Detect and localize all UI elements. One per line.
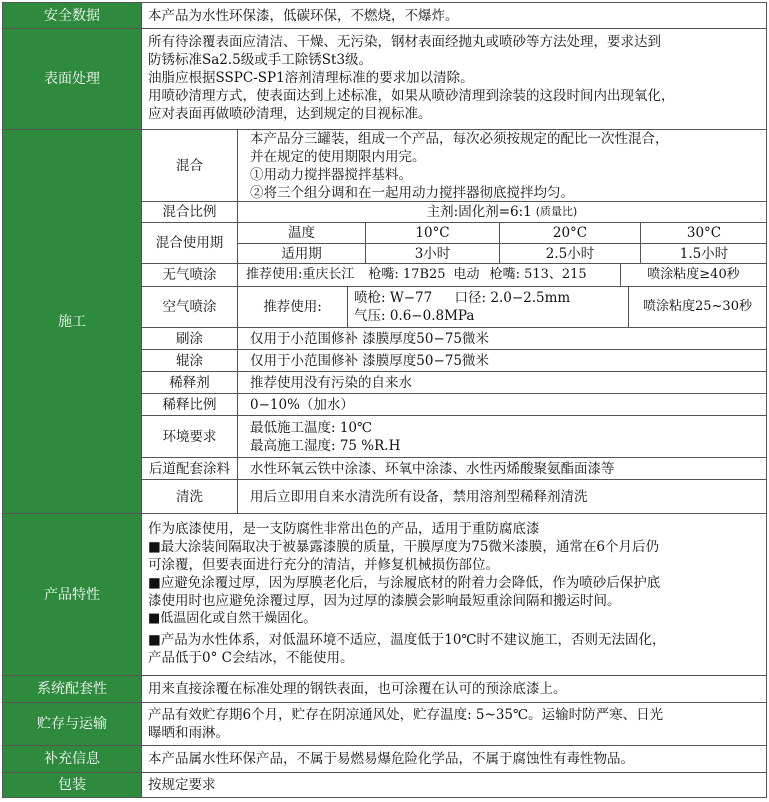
product-data-sheet	[2, 2, 767, 798]
storage-line: 产品有效贮存期6个月，贮存在阴凉通风处，贮存温度: 5~35℃。运输时防严寒、日光	[148, 707, 664, 723]
surface-line: 所有待涂覆表面应清洁、干燥、无污染，钢材表面经抛丸或喷砂等方法处理，要求达到	[148, 34, 661, 50]
ratio-row	[142, 202, 767, 223]
air-spray-gun: 喷枪: W−77	[354, 290, 433, 306]
pot-life-temp-label: 温度	[238, 223, 366, 243]
construction-row	[2, 130, 767, 514]
features-line: 可涂覆，但要表面进行充分的清洁，并修复机械损伤部位。	[148, 557, 499, 573]
cleaning-text: 用后立即用自来水清洗所有设备，禁用溶剂型稀释剂清洗	[250, 488, 588, 505]
features-heading: 产品特性	[2, 514, 142, 675]
airless-electric: 电动	[453, 267, 480, 282]
airless-row	[142, 264, 767, 287]
environment-line: 最高施工湿度: 75 %R.H	[250, 437, 401, 454]
pot-life-period: 1.5小时	[679, 245, 729, 262]
system-text: 用来直接涂覆在标准处理的钢铁表面，也可涂覆在认可的预涂底漆上。	[148, 681, 567, 697]
supplement-heading: 补充信息	[2, 746, 142, 772]
system-heading: 系统配套性	[2, 676, 142, 702]
ratio-value: 主剂:固化剂=6:1	[426, 204, 532, 220]
airless-gun1: 枪嘴: 17B25	[368, 267, 446, 282]
air-spray-pressure: 气压: 0.6−0.8MPa	[354, 308, 475, 324]
ratio-note: (质量比)	[535, 205, 578, 218]
airless-viscosity: 喷涂粘度≥40秒	[647, 267, 740, 282]
pot-life-temp: 30°C	[686, 225, 722, 241]
surface-line: 应对表面再做喷砂清理，达到规定的目视标准。	[148, 106, 432, 122]
mixing-line: ②将三个组分调和在一起用动力搅拌器彻底搅拌均匀。	[250, 184, 574, 201]
air-spray-recommend: 推荐使用:	[238, 287, 348, 327]
environment-line: 最低施工温度: 10℃	[250, 419, 373, 436]
pot-life-label: 混合使用期	[142, 223, 238, 263]
safety-heading: 安全数据	[2, 3, 142, 28]
surface-row	[2, 29, 767, 130]
roller-row	[142, 350, 767, 372]
pot-life-temp: 10°C	[366, 223, 500, 243]
mixing-label: 混合	[142, 130, 238, 201]
supplement-text: 本产品属水性环保产品，不属于易燃易爆危险化学品，不属于腐蚀性有毒性物品。	[148, 751, 634, 767]
roller-label: 辊涂	[142, 350, 238, 371]
system-row	[2, 676, 767, 703]
packaging-row	[2, 773, 767, 798]
thinner-label: 稀释剂	[142, 372, 238, 393]
environment-label: 环境要求	[142, 416, 238, 457]
features-line: 作为底漆使用，是一支防腐性非常出色的产品，适用于重防腐底漆	[148, 521, 540, 537]
construction-heading: 施工	[2, 130, 142, 513]
air-spray-row	[142, 287, 767, 328]
packaging-text: 按规定要求	[148, 777, 216, 793]
air-spray-bore: 口径: 2.0−2.5mm	[454, 290, 571, 306]
pot-life-period: 2.5小时	[500, 244, 641, 263]
ratio-label: 混合比例	[142, 202, 238, 222]
brush-label: 刷涂	[142, 328, 238, 349]
topcoat-row	[142, 458, 767, 480]
thinner-text: 推荐使用没有污染的自来水	[250, 374, 412, 391]
pot-life-period: 3小时	[366, 244, 500, 263]
features-line: 漆使用时也应避免涂覆过厚，因为过厚的漆膜会影响最短重涂间隔和搬运时间。	[148, 593, 621, 609]
surface-line: 用喷砂清理方式，使表面达到上述标准，如果从喷砂清理到涂装的这段时间内出现氧化，	[148, 88, 675, 104]
supplement-row	[2, 746, 767, 773]
mixing-row	[142, 130, 767, 202]
air-spray-label: 空气喷涂	[142, 287, 238, 327]
thin-ratio-row	[142, 394, 767, 416]
packaging-heading: 包装	[2, 773, 142, 797]
mixing-line: 本产品分三罐装，组成一个产品，每次必须按规定的配比一次性混合，	[250, 130, 669, 147]
airless-gun2: 枪嘴: 513、215	[489, 267, 587, 282]
safety-row	[2, 2, 767, 29]
cleaning-row	[142, 480, 767, 513]
brush-row	[142, 328, 767, 350]
thin-ratio-text: 0−10%（加水）	[250, 396, 354, 413]
brush-text: 仅用于小范围修补 漆膜厚度50−75微米	[250, 330, 489, 347]
features-line: ■低温固化或自然干燥固化。	[148, 611, 317, 626]
surface-line: 防锈标准Sa2.5级或手工除锈St3级。	[148, 52, 373, 68]
cleaning-label: 清洗	[142, 480, 238, 513]
air-spray-viscosity: 喷涂粘度25~30秒	[643, 299, 752, 314]
roller-text: 仅用于小范围修补 漆膜厚度50−75微米	[250, 352, 489, 369]
airless-recommend: 推荐使用:重庆长江	[246, 267, 355, 282]
surface-heading: 表面处理	[2, 29, 142, 129]
topcoat-text: 水性环氧云铁中涂漆、环氧中涂漆、水性丙烯酸聚氨酯面漆等	[250, 460, 615, 477]
features-line: ■最大涂装间隔取决于被暴露漆膜的质量，干膜厚度为75微米漆膜，通常在6个月后仍	[148, 539, 660, 555]
mixing-line: ①用动力搅拌器搅拌基料。	[250, 166, 412, 183]
features-line: ■产品为水性体系，对低温环境不适应，温度低于10℃时不建议施工，否则无法固化，	[148, 632, 666, 648]
topcoat-label: 后道配套涂料	[142, 458, 238, 479]
pot-life-row	[142, 223, 767, 264]
mixing-line: 并在规定的使用期限内用完。	[250, 148, 426, 165]
surface-line: 油脂应根据SSPC-SP1溶剂清理标准的要求加以清除。	[148, 70, 474, 86]
safety-text: 本产品为水性环保漆，低碳环保，不燃烧，不爆炸。	[148, 8, 459, 24]
features-line: 产品低于0° C会结冰，不能使用。	[148, 650, 354, 666]
storage-row	[2, 703, 767, 746]
environment-row	[142, 416, 767, 458]
features-line: ■应避免涂覆过厚，因为厚膜老化后，与涂履底材的附着力会降低，作为喷砂后保护底	[148, 575, 661, 591]
thinner-row	[142, 372, 767, 394]
pot-life-period-label: 适用期	[238, 244, 366, 263]
storage-heading: 贮存与运输	[2, 703, 142, 745]
storage-line: 曝晒和雨淋。	[148, 725, 229, 741]
airless-label: 无气喷涂	[142, 264, 238, 286]
pot-life-temp: 20°C	[500, 223, 641, 243]
features-row	[2, 514, 767, 676]
thin-ratio-label: 稀释比例	[142, 394, 238, 415]
